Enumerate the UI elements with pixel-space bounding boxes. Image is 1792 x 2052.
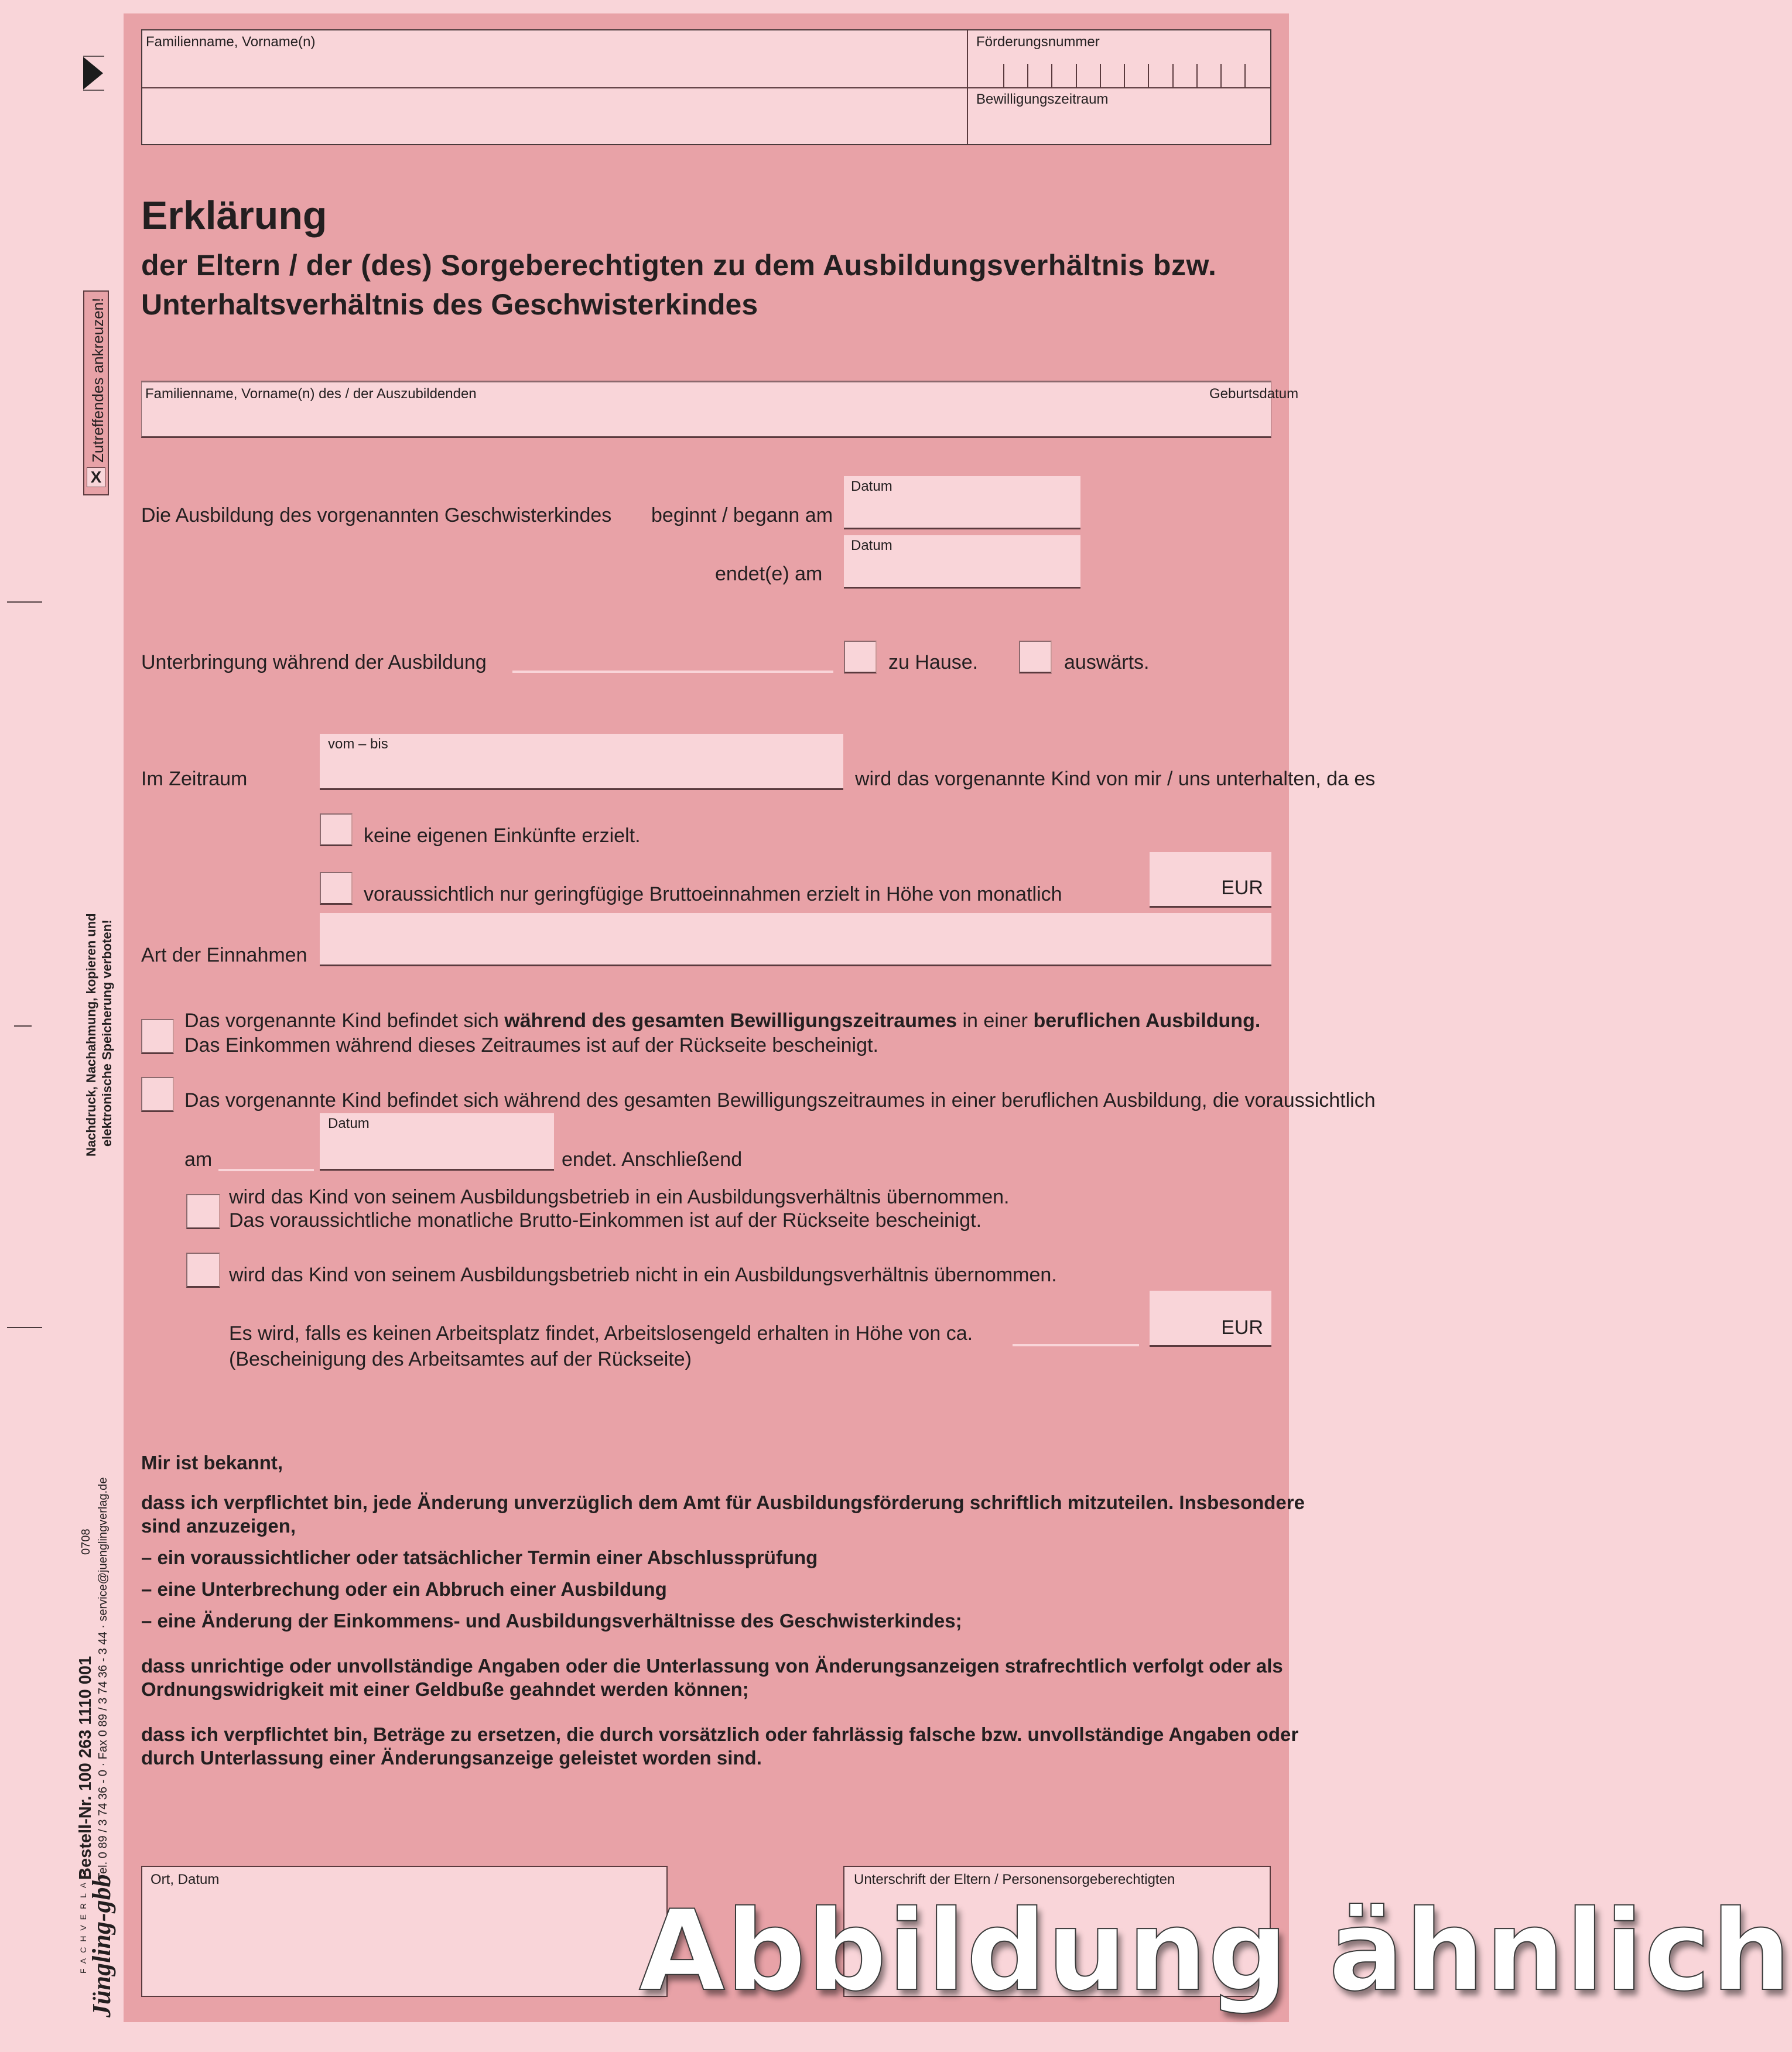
declaration-para2-line2: Ordnungswidrigkeit mit einer Geldbuße geahndet werden können; [141, 1678, 749, 1700]
page-subtitle-line1: der Eltern / der (des) Sorgeberechtigten zu dem Ausbildungsverhältnis bzw. [141, 249, 1217, 282]
publisher-logo: Jüngling-gbb [87, 1874, 116, 2017]
edition-code: 0708 [80, 1528, 93, 1555]
declaration-para1-line2: sind anzuzeigen, [141, 1515, 296, 1537]
ending-training-after: endet. Anschließend [562, 1148, 743, 1171]
monthly-income-input[interactable] [1150, 852, 1271, 908]
watermark: Abbildung ähnlich [639, 1886, 1792, 2016]
order-number: Bestell-Nr. 100 263 1110 001 [76, 1656, 95, 1880]
declaration-para1-line1: dass ich verpflichtet bin, jede Änderung unverzüglich dem Amt für Ausbildungsförderung schriftlich mitzuteilen. Insbesondere [141, 1492, 1305, 1513]
full-training-text-b: während des gesamten Bewilligungszeitraumes [504, 1010, 957, 1032]
accommodation-home-label: zu Hause. [888, 651, 979, 673]
form-sheet [124, 13, 1792, 2022]
birthdate-label: Geburtsdatum [1209, 386, 1299, 402]
training-ends-label: endet(e) am [715, 563, 823, 585]
copyright-notice-line1: Nachdruck, Nachahmung, kopieren und [84, 913, 98, 1157]
check-mark-sample: X [87, 467, 105, 487]
training-end-date-input[interactable] [844, 535, 1080, 589]
funding-number-label: Förderungsnummer [976, 34, 1100, 50]
approval-period-label: Bewilligungszeitraum [976, 91, 1109, 107]
declaration-heading: Mir ist bekannt, [141, 1452, 283, 1473]
declaration-bullet: – ein voraussichtlicher oder tatsächlicher Termin einer Abschlussprüfung [141, 1547, 818, 1568]
declaration-bullet: – eine Änderung der Einkommens- und Ausbildungsverhältnisse des Geschwisterkindes; [141, 1610, 962, 1632]
declaration-para3-line1: dass ich verpflichtet bin, Beträge zu ersetzen, die durch vorsätzlich oder fahrlässig falsche bzw. unvollständige Angaben oder [141, 1723, 1299, 1745]
punch-mark [14, 1025, 32, 1027]
not-taken-over-checkbox[interactable] [186, 1253, 220, 1288]
full-training-line2: Das Einkommen während dieses Zeitraumes ist auf der Rückseite bescheinigt. [184, 1034, 878, 1056]
start-date-label: Datum [851, 478, 892, 494]
period-field-label: vom – bis [328, 736, 388, 752]
accommodation-home-checkbox[interactable] [844, 641, 877, 673]
not-taken-over-label: wird das Kind von seinem Ausbildungsbetrieb nicht in ein Ausbildungsverhältnis übernommen. [229, 1264, 1057, 1286]
unemployment-line2: (Bescheinigung des Arbeitsamtes auf der Rückseite) [229, 1348, 692, 1370]
income-type-input[interactable] [320, 913, 1271, 966]
full-training-text-c: in einer [957, 1010, 1034, 1032]
publisher-contact: Tel. 0 89 / 3 74 36 - 0 · Fax 0 89 / 3 74 36 - 3 44 · service@juenglingverlag.de [97, 1477, 110, 1880]
header-box [141, 29, 1271, 145]
no-income-label: keine eigenen Einkünfte erzielt. [364, 825, 641, 847]
accommodation-away-label: auswärts. [1064, 651, 1150, 673]
ending-training-date-input[interactable] [320, 1113, 554, 1171]
unemployment-blank[interactable] [1013, 1344, 1139, 1346]
minor-income-checkbox[interactable] [320, 872, 353, 905]
full-training-text-a: Das vorgenannte Kind befindet sich [184, 1010, 505, 1032]
declaration-para2-line1: dass unrichtige oder unvollständige Angaben oder die Unterlassung von Änderungsanzeigen strafrechtlich verfolgt oder als [141, 1655, 1283, 1677]
ending-training-am: am [184, 1148, 213, 1171]
period-continuation: wird das vorgenannte Kind von mir / uns unterhalten, da es [855, 768, 1376, 790]
page-subtitle-line2: Unterhaltsverhältnis des Geschwisterkindes [141, 288, 758, 321]
copyright-notice-line2: elektronische Speicherung verboten! [100, 919, 114, 1147]
birthdate-input[interactable] [1190, 402, 1270, 437]
ending-training-line1: Das vorgenannte Kind befindet sich während des gesamten Bewilligungszeitraumes in einer beruflichen Ausbildung, die voraussichtlich [184, 1089, 1376, 1112]
income-type-label: Art der Einnahmen [141, 944, 307, 966]
monthly-income-currency: EUR [1221, 877, 1263, 899]
end-date-label: Datum [851, 538, 892, 553]
declaration-para3-line2: durch Unterlassung einer Änderungsanzeige geleistet worden sind. [141, 1747, 762, 1769]
fold-marker-icon [82, 56, 105, 91]
accommodation-input[interactable] [512, 671, 833, 673]
trainee-name-input[interactable] [142, 402, 1184, 437]
page-title: Erklärung [141, 193, 327, 238]
taken-over-checkbox[interactable] [186, 1194, 220, 1229]
taken-over-line1: wird das Kind von seinem Ausbildungsbetrieb in ein Ausbildungsverhältnis übernommen. [229, 1186, 1010, 1208]
approval-period-input[interactable] [968, 110, 1271, 145]
period-input[interactable] [320, 734, 843, 790]
minor-income-label: voraussichtlich nur geringfügige Bruttoeinnahmen erzielt in Höhe von monatlich [364, 883, 1062, 905]
fold-line-top [7, 601, 42, 603]
training-begins-label: beginnt / begann am [651, 504, 833, 526]
check-hint-text: Zutreffendes ankreuzen! [89, 297, 107, 463]
trainee-name-label: Familienname, Vorname(n) des / der Auszubildenden [145, 386, 477, 402]
period-label: Im Zeitraum [141, 768, 248, 790]
full-training-checkbox[interactable] [141, 1019, 174, 1054]
ending-date-label: Datum [328, 1116, 370, 1131]
full-training-line1 [184, 1009, 1260, 1033]
taken-over-line2: Das voraussichtliche monatliche Brutto-Einkommen ist auf der Rückseite bescheinigt. [229, 1209, 982, 1232]
ending-training-blank[interactable] [218, 1169, 314, 1171]
ending-training-checkbox[interactable] [141, 1077, 174, 1112]
accommodation-away-checkbox[interactable] [1019, 641, 1052, 673]
fold-line-bottom [7, 1327, 42, 1328]
applicant-name-label: Familienname, Vorname(n) [146, 34, 316, 50]
training-sentence: Die Ausbildung des vorgenannten Geschwisterkindes [141, 504, 612, 526]
place-date-box[interactable] [141, 1866, 668, 1997]
declaration-bullet: – eine Unterbrechung oder ein Abbruch einer Ausbildung [141, 1578, 667, 1600]
funding-number-input[interactable] [968, 50, 1271, 87]
training-start-date-input[interactable] [844, 476, 1080, 529]
check-hint-box [83, 290, 109, 495]
unemployment-amount-input[interactable] [1150, 1291, 1271, 1347]
unemployment-currency: EUR [1221, 1316, 1263, 1339]
place-date-label: Ort, Datum [151, 1872, 220, 1887]
trainee-box [141, 381, 1299, 438]
signature-label: Unterschrift der Eltern / Personensorgeberechtigten [854, 1872, 1175, 1887]
publisher-tag: FACHVERLAG [78, 1865, 88, 1974]
unemployment-line1: Es wird, falls es keinen Arbeitsplatz findet, Arbeitslosengeld erhalten in Höhe von ca. [229, 1322, 973, 1345]
accommodation-label: Unterbringung während der Ausbildung [141, 651, 487, 673]
applicant-name-input[interactable] [142, 48, 966, 144]
full-training-text-d: beruflichen Ausbildung. [1033, 1010, 1261, 1032]
no-income-checkbox[interactable] [320, 813, 353, 846]
